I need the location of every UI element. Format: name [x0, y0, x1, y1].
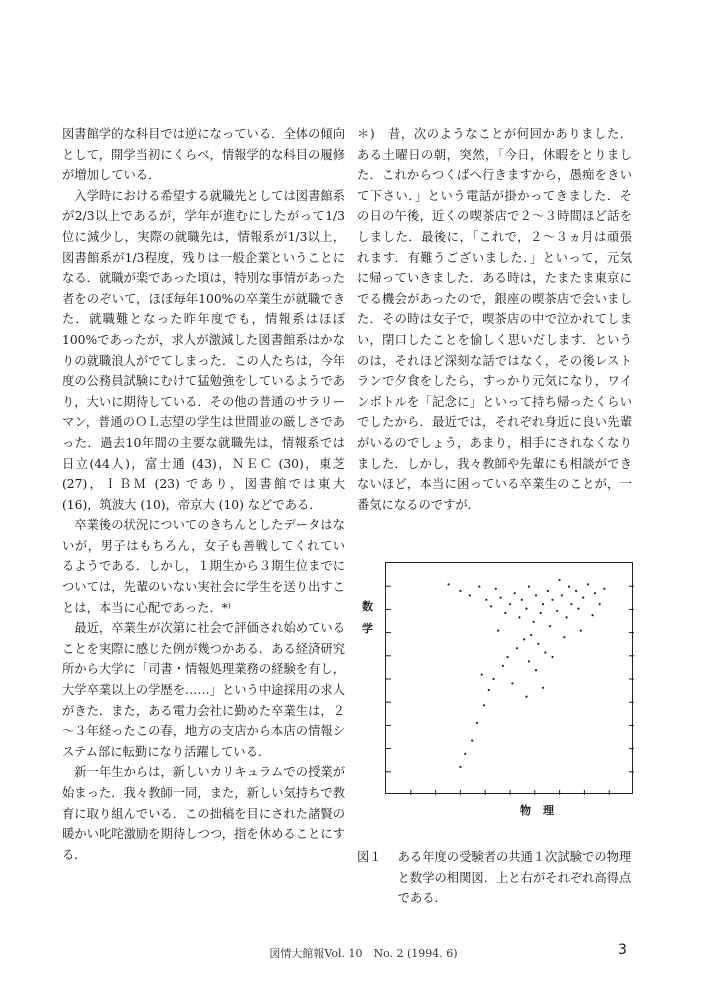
scatter-point — [582, 597, 584, 599]
figure-caption — [357, 847, 632, 909]
scatter-point — [459, 590, 461, 592]
scatter-point — [448, 583, 450, 585]
left-column — [62, 124, 345, 865]
scatter-point — [570, 603, 572, 605]
scatter-point — [559, 579, 561, 581]
scatter-point — [537, 643, 539, 645]
scatter-point — [547, 590, 549, 592]
scatter-point — [551, 656, 553, 658]
scatter-point — [490, 605, 492, 607]
scatter-point — [575, 590, 577, 592]
scatter-point — [485, 599, 487, 601]
scatter-point — [528, 660, 530, 662]
scatter-point — [514, 592, 516, 594]
scatter-point — [495, 588, 497, 590]
scatter-point — [577, 608, 579, 610]
scatter-point — [471, 740, 473, 742]
scatter-point — [599, 603, 601, 605]
paragraph: 卒業後の状況についてのきちんとしたデータはないが，男子はもちろん，女子も善戦してくれているようである．しかし，１期生から３期生位までについては，先輩のいない実社会に学生を送り出すことは，本当に心配であった．*⁾ — [62, 518, 345, 615]
y-axis-label-1: 数 — [362, 600, 373, 613]
scatter-plot-svg — [386, 563, 634, 795]
scatter-point — [568, 586, 570, 588]
scatter-point — [533, 621, 535, 623]
scatter-point — [488, 689, 490, 691]
right-column — [357, 124, 632, 515]
scatter-point — [535, 669, 537, 671]
scatter-point — [500, 597, 502, 599]
scatter-point — [525, 696, 527, 698]
scatter-point — [516, 647, 518, 649]
paragraph: ＊) 昔，次のようなことが何回かありました．ある土曜日の朝，突然，「今日，休暇をとりました．これからつくばへ行きますから，愚痴をきいて下さい．」という電話が掛かってきました．その日の午後，近くの喫茶店で２～３時間ほど話をしました．最後に，「これで，２～３ヵ月は頑張れます．有難うございました．」といって，元気に帰っていきました．ある時は，たまたま東京にでる機会があったので，銀座の喫茶店で会いました．その時は女子で，喫茶店の中で泣かれてしまい，閉口したことを愉しく思いだします．というのは，それほど深刻な話ではなく，その後レストランで夕食をしたら，すっかり元気になり，ワインボトルを「記念に」といって持ち帰ったくらいでしたから．最近では，それぞれ身近に良い先輩がいるのでしょう，あまり，相手にされなくなりました．しかし，我々教師や先輩にも相談ができないほど，本当に困っている卒業生のことが，一番気になるのですが． — [357, 127, 632, 512]
scatter-point — [464, 753, 466, 755]
scatter-point — [580, 630, 582, 632]
scatter-point — [542, 687, 544, 689]
caption-label: 図１ — [357, 850, 382, 864]
scatter-point — [603, 588, 605, 590]
paragraph: 図書館学的な科目では逆になっている．全体の傾向として，開学当初にくらべ，情報学的な科目の履修が増加している． — [62, 127, 345, 183]
scatter-point — [476, 722, 478, 724]
scatter-point — [587, 583, 589, 585]
journal-footer: 図情大館報Vol. 10 No. 2 (1994. 6) — [269, 947, 458, 960]
scatter-point — [556, 610, 558, 612]
scatter-point — [523, 638, 525, 640]
scatter-point — [478, 586, 480, 588]
scatter-point — [483, 704, 485, 706]
scatter-point — [497, 630, 499, 632]
paragraph: 入学時における希望する就職先としては図書館系が2/3以上であるが，学年が進むにしたがって1/3位に減少し，実際の就職先は，情報系が1/3以上，図書館系が1/3程度，残りは一般企業ということになる．就職が楽であった頃は，特別な事情があった者をのぞいて，ほぼ毎年100%の卒業生が就職できた．就職難となった昨年度でも，情報系はほぼ100%であったが，求人が激減した図書館系はかなりの就職浪人がでてしまった．この人たちは，今年度の公務員試験にむけて猛勉強をしているようであり，大いに期待している．その他の普通のサラリーマン，普通のＯＬ志望の学生は世間並の厳しさであった．過去10年間の主要な就職先は，情報系では日立(44人)，富士通 (43)，ＮＥＣ (30)，東芝 (27)，ＩＢＭ (23) であり，図書館では東大 (16)，筑波大 (10)，帝京大 (10) などである． — [62, 188, 345, 512]
scatter-point — [542, 603, 544, 605]
scatter-point — [504, 612, 506, 614]
scatter-point — [544, 652, 546, 654]
scatter-point — [535, 594, 537, 596]
paragraph: 最近，卒業生が次第に社会で評価され始めていることを実際に感じた例が幾つかある．ある経済研究所から大学に「司書・情報処理業務の経験を有し，大学卒業以上の学歴を……」という中途採用の求人がきた．また，ある電力会社に勤めた卒業生は，２～３年経ったこの春，地方の支店から本店の情報システム部に転勤になり活躍している． — [62, 621, 345, 759]
scatter-point — [509, 603, 511, 605]
scatter-point — [518, 616, 520, 618]
scatter-point — [469, 594, 471, 596]
caption-text: ある年度の受験者の共通１次試験での物理と数学の相関図．上と右がそれぞれ高得点である． — [397, 850, 632, 906]
page-number: 3 — [618, 942, 627, 958]
scatter-plot — [385, 562, 633, 794]
scatter-point — [481, 674, 483, 676]
scatter-point — [528, 586, 530, 588]
scatter-point — [540, 612, 542, 614]
scatter-point — [507, 656, 509, 658]
scatter-point — [549, 625, 551, 627]
scatter-point — [594, 592, 596, 594]
scatter-point — [566, 616, 568, 618]
paragraph: 新一年生からは，新しいカリキュラムでの授業が始まった．我々教師一同，また，新しい気持ちで教育に取り組んでいる．この拙稿を目にされた諸賢の暖かい叱咤激励を期待しつつ，指を休めることにする． — [62, 765, 345, 862]
scatter-point — [459, 766, 461, 768]
scatter-point — [521, 599, 523, 601]
scatter-point — [492, 678, 494, 680]
scatter-point — [530, 634, 532, 636]
scatter-point — [561, 594, 563, 596]
scatter-point — [592, 614, 594, 616]
scatter-point — [511, 682, 513, 684]
x-axis-label: 物理 — [520, 804, 566, 817]
y-axis-label-2: 学 — [362, 622, 373, 635]
scatter-point — [525, 608, 527, 610]
scatter-point — [551, 599, 553, 601]
scatter-point — [502, 665, 504, 667]
scatter-point — [563, 636, 565, 638]
